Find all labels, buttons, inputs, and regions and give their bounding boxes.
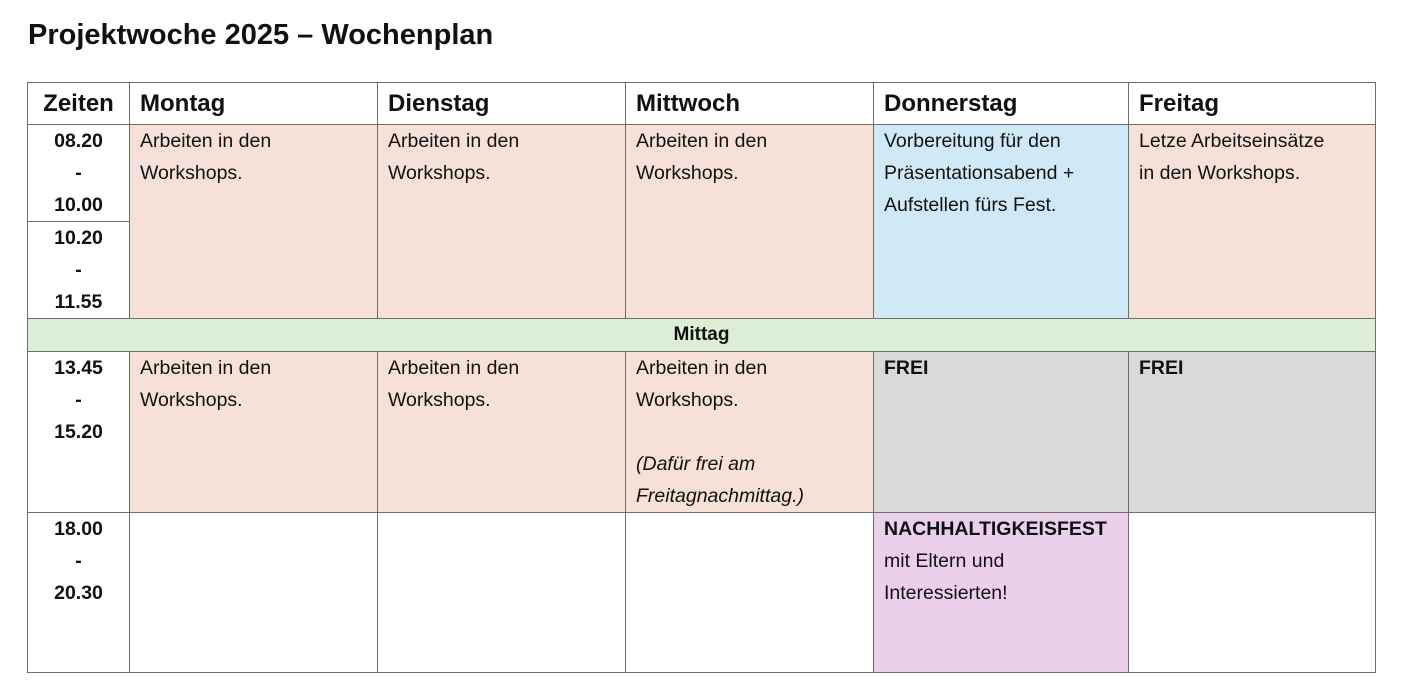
time-separator: - bbox=[75, 550, 82, 572]
time-start: 18.00 bbox=[54, 518, 103, 540]
cell-text: Arbeiten in den bbox=[140, 357, 272, 379]
table-row bbox=[28, 513, 1376, 673]
time-cell-1020 bbox=[28, 222, 130, 319]
cell-text: mit Eltern und bbox=[884, 550, 1005, 572]
cell-text: Arbeiten in den bbox=[140, 130, 272, 152]
cell-text: Workshops. bbox=[388, 389, 491, 411]
cell-donnerstag-morning bbox=[874, 125, 1129, 319]
header-row bbox=[28, 83, 1376, 125]
cell-text: Workshops. bbox=[636, 389, 739, 411]
cell-donnerstag-afternoon: FREI bbox=[874, 352, 1129, 513]
cell-mittwoch-afternoon bbox=[626, 352, 874, 513]
cell-montag-afternoon bbox=[130, 352, 378, 513]
time-start: 08.20 bbox=[54, 130, 103, 152]
cell-text: Interessierten! bbox=[884, 582, 1008, 604]
lunch-row bbox=[28, 319, 1376, 352]
time-end: 11.55 bbox=[54, 291, 103, 313]
cell-text: Arbeiten in den bbox=[636, 357, 768, 379]
cell-dienstag-evening bbox=[378, 513, 626, 673]
table-row bbox=[28, 125, 1376, 222]
cell-text: Workshops. bbox=[140, 389, 243, 411]
note-text: Freitagnachmittag.) bbox=[636, 485, 804, 507]
cell-freitag-evening bbox=[1129, 513, 1376, 673]
lunch-label: Mittag bbox=[28, 319, 1376, 352]
note-text: (Dafür frei am bbox=[636, 453, 756, 475]
page-title: Projektwoche 2025 – Wochenplan bbox=[28, 19, 494, 51]
time-end: 20.30 bbox=[54, 582, 103, 604]
cell-text: Workshops. bbox=[636, 162, 739, 184]
cell-text: Präsentationsabend + bbox=[884, 162, 1075, 184]
header-donnerstag: Donnerstag bbox=[874, 83, 1129, 125]
cell-montag-morning bbox=[130, 125, 378, 319]
cell-dienstag-morning bbox=[378, 125, 626, 319]
time-start: 13.45 bbox=[54, 357, 103, 379]
cell-text: Workshops. bbox=[388, 162, 491, 184]
cell-donnerstag-evening bbox=[874, 513, 1129, 673]
header-montag: Montag bbox=[130, 83, 378, 125]
time-separator: - bbox=[75, 259, 82, 281]
time-cell-1800 bbox=[28, 513, 130, 673]
cell-freitag-morning bbox=[1129, 125, 1376, 319]
time-end: 15.20 bbox=[54, 421, 103, 443]
event-heading: NACHHALTIGKEISFEST bbox=[884, 518, 1107, 540]
time-start: 10.20 bbox=[54, 227, 103, 249]
table-row bbox=[28, 352, 1376, 513]
time-separator: - bbox=[75, 389, 82, 411]
cell-freitag-afternoon: FREI bbox=[1129, 352, 1376, 513]
cell-text: Arbeiten in den bbox=[636, 130, 768, 152]
cell-text: Vorbereitung für den bbox=[884, 130, 1061, 152]
header-mittwoch: Mittwoch bbox=[626, 83, 874, 125]
cell-text: Arbeiten in den bbox=[388, 357, 520, 379]
cell-montag-evening bbox=[130, 513, 378, 673]
time-separator: - bbox=[75, 162, 82, 184]
cell-mittwoch-morning bbox=[626, 125, 874, 319]
cell-text: in den Workshops. bbox=[1139, 162, 1301, 184]
spacer bbox=[636, 416, 873, 448]
cell-text: Letze Arbeitseinsätze bbox=[1139, 130, 1325, 152]
cell-mittwoch-evening bbox=[626, 513, 874, 673]
time-cell-0820 bbox=[28, 125, 130, 222]
schedule-table bbox=[27, 82, 1376, 673]
time-cell-1345 bbox=[28, 352, 130, 513]
header-dienstag: Dienstag bbox=[378, 83, 626, 125]
header-freitag: Freitag bbox=[1129, 83, 1376, 125]
cell-dienstag-afternoon bbox=[378, 352, 626, 513]
cell-text: Arbeiten in den bbox=[388, 130, 520, 152]
cell-text: Aufstellen fürs Fest. bbox=[884, 194, 1057, 216]
header-zeiten: Zeiten bbox=[28, 83, 130, 125]
time-end: 10.00 bbox=[54, 194, 103, 216]
cell-text: Workshops. bbox=[140, 162, 243, 184]
